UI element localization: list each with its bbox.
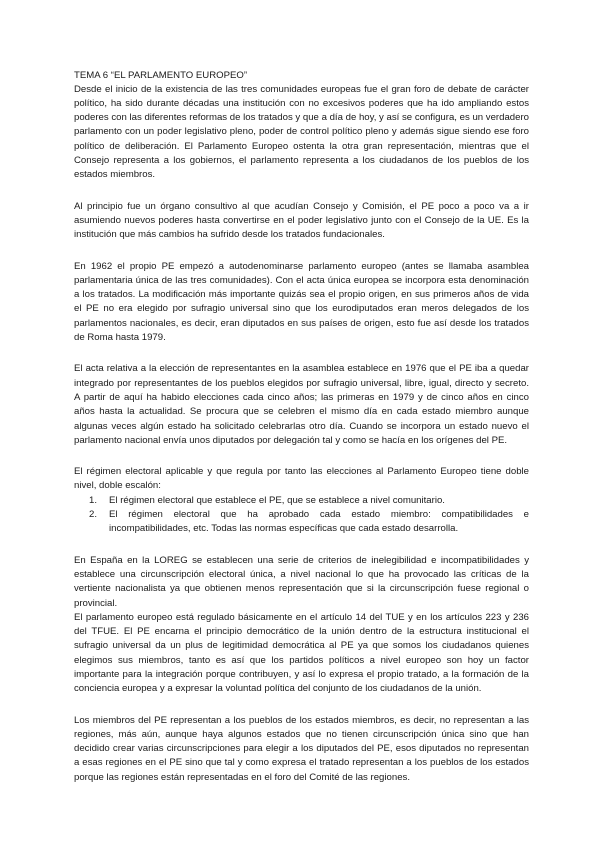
list-item: [74, 494, 529, 508]
paragraph-consultive-origin: Al principio fue un órgano consultivo al que acudían Consejo y Comisión, el PE poco a poco va a ir asumiendo nuevos poderes hasta convertirse en el poder legislativo junto con el Consejo de la UE. Es la institución que más cambios ha sufrido desde los tratados fundacionales.: [74, 200, 529, 241]
electoral-levels-list: [74, 494, 529, 537]
paragraph-intro: Desde el inicio de la existencia de las tres comunidades europeas fue el gran foro de debate de carácter político, ha sido durante décadas una institución con no excesivos poderes que ha ido ampliando estos poderes con las diferentes reformas de los tratados y que a día de hoy, y así se configura, es un verdadero parlamento con un poder legislativo pleno, poder de control político pleno y además sigue siendo ese foro político de deliberación. El Parlamento Europeo ostenta la otra gran representación, mientras que el Consejo representa a los gobiernos, el parlamento representa a los ciudadanos de los pueblos de los estados miembros.: [74, 83, 529, 181]
paragraph-legal-basis: El parlamento europeo está regulado básicamente en el artículo 14 del TUE y en los artículos 223 y 236 del TFUE. El PE encarna el principio democrático de la unión dentro de la estructura institucional el sufragio universal da un plus de legitimidad democrática al PE ya que somos los ciudadanos quienes elegimos sus miembros, tanto es así que los partidos políticos a nivel europeo son hoy un factor importante para la integración porque contribuyen, y así lo expresa el propio tratado, a la formación de la conciencia europea y a expresar la voluntad política del conjunto de los ciudadanos de la unión.: [74, 611, 529, 695]
paragraph-denomination: En 1962 el propio PE empezó a autodenominarse parlamento europeo (antes se llamaba asamblea parlamentaria única de las tres comunidades). Con el acta única europea se incorpora esta denominación a los tratados. La modificación más importante quizás sea el propio origen, en sus primeros años de vida el PE no era elegido por sufragio universal sino que los eurodiputados eran meros delegados de los parlamentos nacionales, es decir, eran diputados en sus países de origen, esto fue así desde los tratados de Roma hasta 1979.: [74, 260, 529, 344]
paragraph-electoral-act: El acta relativa a la elección de representantes en la asamblea establece en 1976 que el PE iba a quedar integrado por representantes de los pueblos elegidos por sufragio universal, libre, igual, directo y secreto. A partir de aquí ha habido elecciones cada cinco años; las primeras en 1979 y de cinco años en cinco años hasta la actualidad. Se procura que se celebren el mismo día en cada estado miembro aunque algunas veces algún estado ha solicitado celebrarlas otro día. Cuando se incorpora un estado nuevo el parlamento nacional envía unos diputados por delegación tal y como se hacía en los orígenes del PE.: [74, 363, 529, 446]
paragraph-loreg-spain: En España en la LOREG se establecen una serie de criterios de inelegibilidad e incompatibilidades y establece una circunscripción electoral única, a nivel nacional lo que ha provocado las críticas de la vertiente nacionalista ya que obtienen menos representación que si la circunscripción fuese regional o provincial.: [74, 554, 529, 609]
list-item-number: 2.: [89, 509, 98, 521]
paragraph-electoral-regime: El régimen electoral aplicable y que regula por tanto las elecciones al Parlamento Europeo tiene doble nivel, doble escalón:: [74, 466, 529, 492]
document-title: TEMA 6 “EL PARLAMENTO EUROPEO”: [74, 70, 248, 81]
paragraph-representation: Los miembros del PE representan a los pueblos de los estados miembros, es decir, no representan a las regiones, más aún, aunque haya algunos estados que no tienen circunscripción única sino que han decidido crear varias circunscripciones para elegir a los diputados del PE, esos diputados no representan a esas regiones en el PE sino que tal y como expresa el tratado representan a los pueblos de los estados porque las regiones están representadas en el foro del Comité de las regiones.: [74, 714, 529, 783]
list-item: [74, 508, 529, 537]
list-item-text: El régimen electoral que ha aprobado cada estado miembro: compatibilidades e incompatibilidades, etc. Todas las normas específicas que cada estado desarrolla.: [109, 509, 529, 535]
document-page: [74, 70, 529, 802]
list-item-text: El régimen electoral que establece el PE, que se establece a nivel comunitario.: [109, 494, 445, 506]
list-item-number: 1.: [89, 494, 98, 506]
